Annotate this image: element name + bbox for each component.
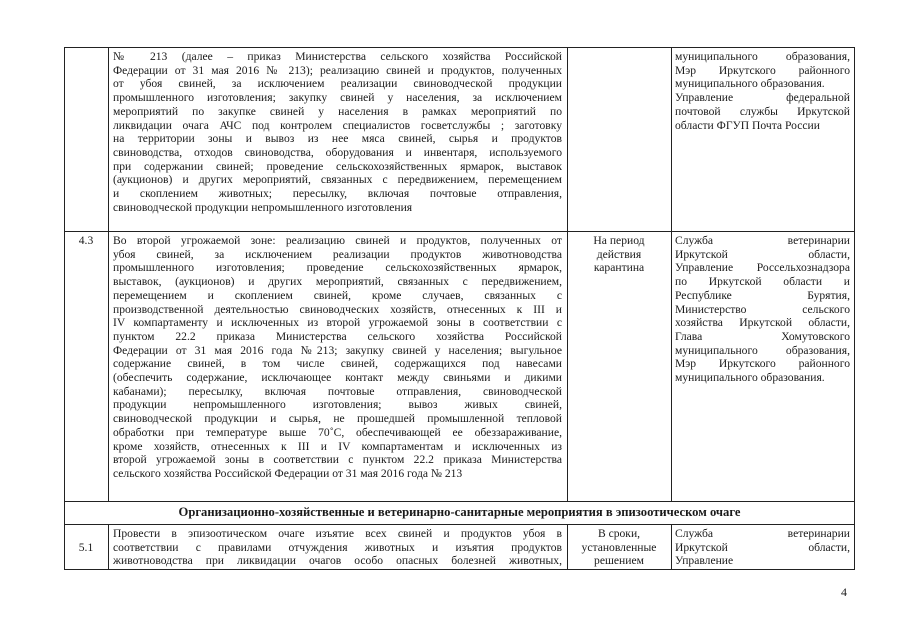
text-line: мероприятий по закупке свиней у населения в рамках мероприятий по [113, 104, 562, 118]
table-rule-section-top [64, 501, 855, 502]
table-col-edge-left [64, 47, 65, 569]
text-line: при содержании свиней; проведение сельскохозяйственных ярмарок, выставок [113, 159, 562, 173]
text-line: установленные [581, 540, 657, 554]
text-line: муниципального образования, [675, 343, 850, 357]
text-line: хозяйства Иркутской области, [675, 316, 850, 330]
text-line: области ФГУП Почта России [675, 118, 820, 132]
text-line: по Иркутской области и [675, 275, 850, 289]
table-rule-row-4-3-top [64, 231, 855, 232]
text-line: карантина [593, 261, 645, 275]
table-col-divider-1b [108, 524, 109, 569]
text-line: выставок, (аукционов) и других мероприятий, связанных с передвижением, [113, 275, 562, 289]
text-line: ликвидации очага АЧС под контролем специалистов госветслужбы ; заготовку [113, 118, 562, 132]
text-line: Иркутской области, [675, 247, 850, 261]
text-line: промышленного изготовления; проведение сельскохозяйственных ярмарок, [113, 261, 562, 275]
text-line: Служба ветеринарии [675, 234, 850, 247]
text-line: промышленного изготовления; закупку свиней у населения, за исключением [113, 91, 562, 105]
text-line: Министерство сельского [675, 302, 850, 316]
text-line: Глава Хомутовского [675, 329, 850, 343]
text-line: Служба ветеринарии [675, 527, 850, 540]
text-line: Федерации от 31 мая 2016 года №213; закупку свиней у населения; выгульное [113, 343, 562, 357]
text-line: содержание свиней, в том числе свиней, содержащихся под навесами [113, 357, 562, 371]
text-line: Управление Россельхознадзора [675, 261, 850, 275]
table-col-divider-3b [671, 524, 672, 569]
text-line: действия [596, 247, 642, 261]
text-line: соответствии с правилами отчуждения животных и изъятия продуктов [113, 540, 562, 554]
text-line: и скоплением животных; пересылку, включая почтовые отправления, [113, 187, 562, 201]
table-col-divider-2 [567, 47, 568, 501]
text-line: второй угрожаемой зоны в соответствии с пунктом 22.2 приказа Министерства [113, 453, 562, 467]
text-line: (обеспечить содержание, исключающее контакт между свиньями и дикими [113, 371, 562, 385]
text-line: муниципального образования. [675, 77, 825, 91]
text-line: В сроки, [597, 527, 641, 540]
row-cont-description [113, 50, 562, 214]
text-line: Мэр Иркутского районного [675, 357, 850, 371]
text-line: (аукционов) и других мероприятий, связанных с передвижением, перемещением [113, 173, 562, 187]
page-number: 4 [841, 585, 847, 599]
text-line: Федерации от 31 мая 2016 № 213); реализацию свиней и продуктов, полученных [113, 63, 562, 77]
table-col-divider-1 [108, 47, 109, 501]
text-line: производственной деятельностью свиноводческих хозяйств, отнесенных к III и [113, 302, 562, 316]
table-col-divider-3 [671, 47, 672, 501]
text-line: Республике Бурятия, [675, 288, 850, 302]
text-line: Иркутской области, [675, 540, 850, 554]
row-5-1-description [113, 527, 562, 568]
text-line: Управление [675, 554, 734, 568]
text-line: на территории зоны и вывоз из нее мяса свиней, сырья и продуктов [113, 132, 562, 146]
text-line: Провести в эпизоотическом очаге изъятие всех свиней и продуктов убоя в [113, 527, 562, 540]
text-line: На период [593, 234, 645, 247]
text-line: муниципального образования. [675, 371, 825, 385]
text-line: животноводства при ликвидации очагов особо опасных болезней животных, [113, 554, 562, 568]
text-line: обработки при температуре выше 70˚С, обеспечивающей ее обеззараживание, [113, 425, 562, 439]
row-cont-responsible [675, 50, 850, 132]
table-rule-top [64, 47, 855, 48]
row-number: 4.3 [78, 234, 94, 247]
row-4-3-term [571, 234, 667, 275]
table-col-edge-right [854, 47, 855, 569]
text-line: Управление федеральной [675, 91, 850, 105]
text-line: решением [594, 554, 644, 568]
text-line: IV компартаменту и исключенных из второй угрожаемой зоны в соответствии с [113, 316, 562, 330]
text-line: сельского хозяйства Российской Федерации от 31 мая 2016 года № 213 [113, 466, 463, 480]
text-line: кроме хозяйств, отнесенных к III и IV компартаментам и исключенных из [113, 439, 562, 453]
text-line: Во второй угрожаемой зоне: реализацию свиней и продуктов, полученных от [113, 234, 562, 247]
text-line: почтовой службы Иркутской [675, 104, 850, 118]
text-line: перемещением и скоплением свиней, кроме случаев, связанных с [113, 288, 562, 302]
text-line: пунктом 22.2 приказа Министерства сельского хозяйства Российской [113, 329, 562, 343]
row-4-3-responsible [675, 234, 850, 385]
table-rule-bottom-cut [64, 569, 855, 570]
text-line: Мэр Иркутского районного [675, 63, 850, 77]
table-col-divider-2b [567, 524, 568, 569]
text-line: свиноводства, отходов свиноводства, оборудования и инвентаря, используемого [113, 145, 562, 159]
text-line: муниципального образования, [675, 50, 850, 63]
row-5-1-responsible [675, 527, 850, 568]
text-line: убоя свиней, за исключением реализации продуктов животноводства [113, 247, 562, 261]
section-title: Организационно-хозяйственные и ветеринарно-санитарные мероприятия в эпизоотическом очаге [178, 505, 741, 519]
text-line: от убоя свиней, за исключением реализации свиноводческой продукции [113, 77, 562, 91]
text-line: свиноводческой продукции и сырья, не прошедшей промышленной тепловой [113, 412, 562, 426]
text-line: продукции непромышленного изготовления; вывоз живых свиней, [113, 398, 562, 412]
table-rule-section-bottom [64, 524, 855, 525]
row-4-3-description [113, 234, 562, 481]
row-number: 5.1 [78, 541, 94, 554]
text-line: свиноводческой продукции непромышленного изготовления [113, 200, 413, 214]
row-5-1-term [571, 527, 667, 568]
text-line: кабанами); пересылку, включая почтовые отправления, свиноводческой [113, 384, 562, 398]
text-line: № 213 (далее – приказ Министерства сельского хозяйства Российской [113, 50, 562, 63]
